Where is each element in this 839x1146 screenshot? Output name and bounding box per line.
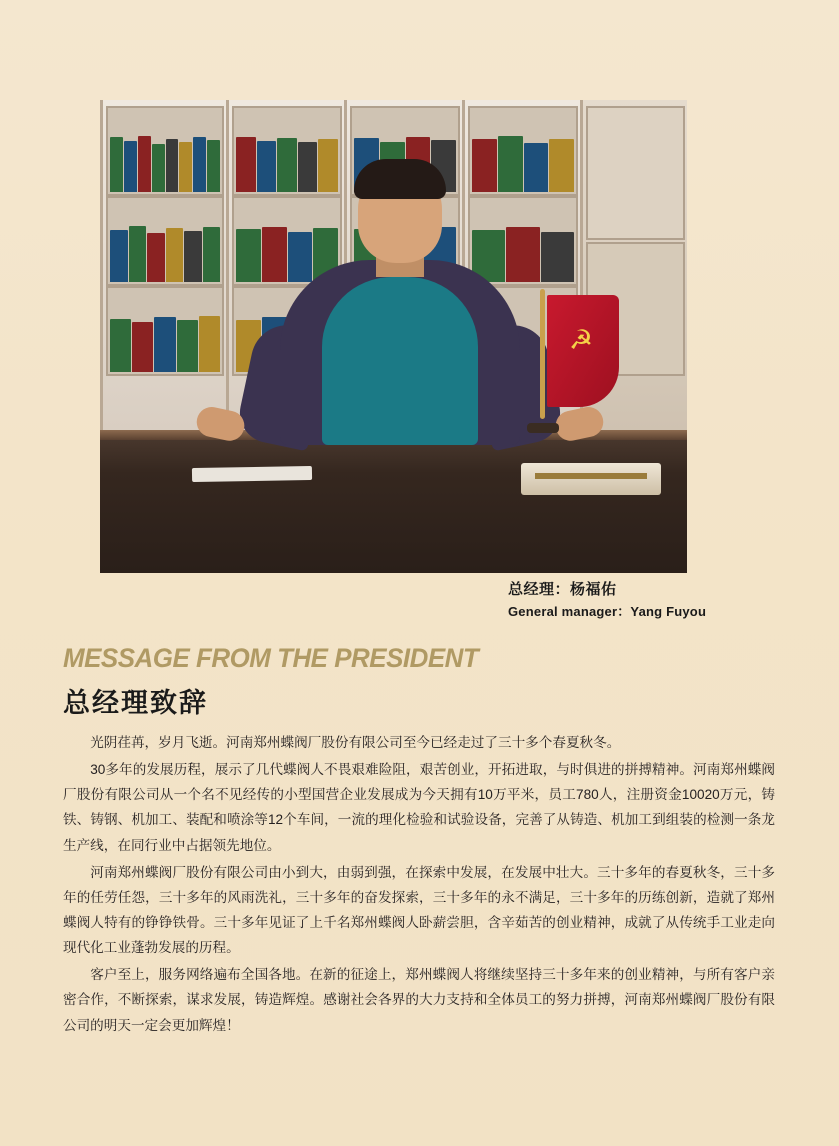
hammer-sickle-icon: ☭	[568, 325, 594, 355]
photo-caption	[508, 580, 768, 621]
caption-english: General manager：Yang Fuyou	[508, 604, 707, 620]
heading-chinese: 总经理致辞	[63, 688, 208, 718]
paragraph: 河南郑州蝶阀厂股份有限公司由小到大，由弱到强，在探索中发展，在发展中壮大。三十多年的春夏秋冬，三十多年的任劳任怨，三十多年的风雨洗礼，三十多年的奋发探索，三十多年的永不满足，三十多年的历练创新，造就了郑州蝶阀人特有的铮铮铁骨。三十多年见证了上千名郑州蝶阀人卧薪尝胆，含辛茹苦的创业精神，成就了从传统手工业走向现代化工业蓬勃发展的历程。	[63, 864, 775, 956]
party-flag	[547, 295, 625, 425]
desk	[100, 430, 687, 573]
person-figure	[280, 175, 520, 445]
heading-english: MESSAGE FROM THE PRESIDENT	[63, 643, 479, 673]
desk-nameplate	[521, 463, 661, 495]
paragraph: 客户至上，服务网络遍布全国各地。在新的征途上，郑州蝶阀人将继续坚持三十多年来的创业精神，与所有客户亲密合作，不断探索，谋求发展，铸造辉煌。感谢社会各界的大力支持和全体员工的努力拼搏，河南郑州蝶阀厂股份有限公司的明天一定会更加辉煌！	[63, 967, 775, 1033]
vest	[322, 277, 478, 445]
portrait-photo	[100, 100, 687, 573]
paragraph: 30多年的发展历程，展示了几代蝶阀人不畏艰难险阻，艰苦创业，开拓进取，与时俱进的拼搏精神。河南郑州蝶阀厂股份有限公司从一个名不见经传的小型国营企业发展成为今天拥有10万平米，员工780人，注册资金10020万元，铸铁、铸钢、机加工、装配和喷涂等12个车间，一流的理化检验和试验设备，完善了从铸造、机加工到组装的检测一条龙生产线，在同行业中占据领先地位。	[63, 762, 775, 853]
body-text	[63, 730, 775, 1040]
hair	[354, 159, 446, 199]
flag-base	[527, 423, 559, 433]
caption-chinese: 总经理：杨福佑	[508, 581, 617, 598]
flag-pole	[540, 289, 545, 419]
flag-cloth	[547, 295, 619, 407]
photo-image	[100, 100, 687, 573]
paragraph: 光阴荏苒，岁月飞逝。河南郑州蝶阀厂股份有限公司至今已经走过了三十多个春夏秋冬。	[90, 735, 621, 750]
desk-papers	[192, 466, 312, 482]
